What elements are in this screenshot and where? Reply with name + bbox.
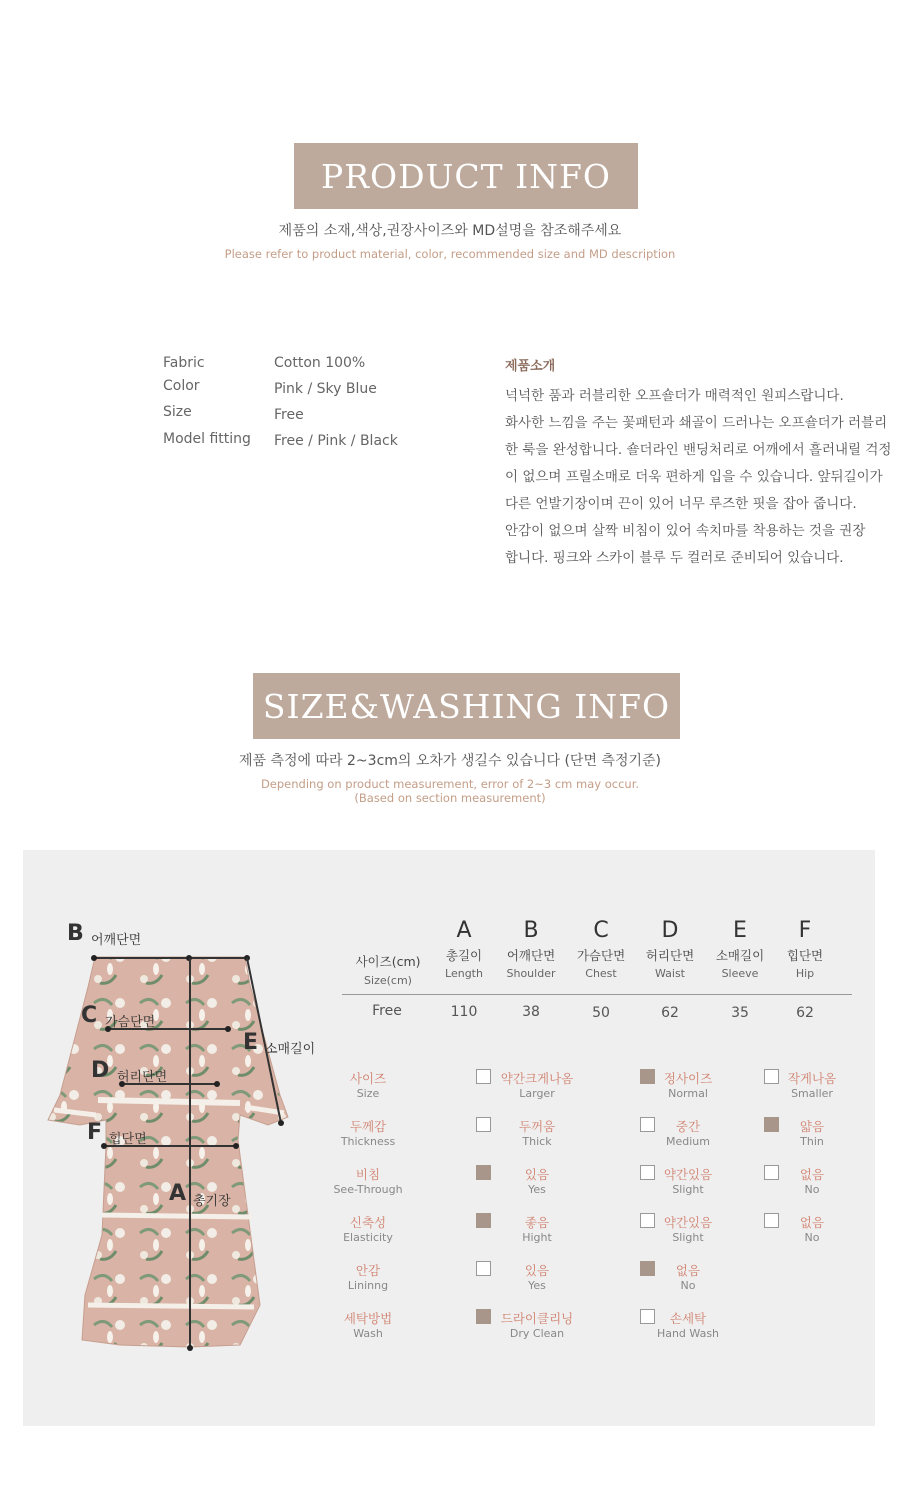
description-line: 합니다. 핑크와 스카이 블루 두 컬러로 준비되어 있습니다. bbox=[505, 550, 844, 566]
value-cell: 62 bbox=[661, 1005, 679, 1021]
column-en: Shoulder bbox=[506, 967, 556, 980]
option-en: Larger bbox=[519, 1087, 555, 1100]
option-kr: 약간있음 bbox=[663, 1167, 713, 1182]
measure-dot bbox=[214, 1081, 220, 1087]
attr-label-kr: 사이즈 bbox=[349, 1071, 387, 1086]
column-letter: E bbox=[733, 918, 747, 943]
spec-value: Cotton 100% bbox=[274, 355, 366, 371]
measure-dot bbox=[91, 955, 97, 961]
measure-dot bbox=[187, 1345, 193, 1351]
spec-label: Model fitting bbox=[163, 431, 251, 447]
value-cell: 62 bbox=[796, 1005, 814, 1021]
diagram-letter-d: D bbox=[91, 1058, 110, 1083]
spec-value: Free bbox=[274, 407, 304, 423]
option-larger bbox=[477, 1069, 597, 1100]
option-en: Smaller bbox=[791, 1087, 833, 1100]
option-elastic-high bbox=[477, 1213, 597, 1244]
column-kr: 총길이 bbox=[445, 948, 483, 963]
diagram-letter-e: E bbox=[243, 1030, 259, 1055]
attr-label-lining bbox=[328, 1261, 408, 1292]
column-kr: 가슴단면 bbox=[576, 948, 626, 963]
value-cell: 35 bbox=[731, 1005, 749, 1021]
option-kr: 정사이즈 bbox=[663, 1071, 713, 1086]
option-kr: 약간크게나옴 bbox=[500, 1071, 574, 1086]
diagram-letter-f: F bbox=[87, 1120, 103, 1145]
option-kr: 약간있음 bbox=[663, 1215, 713, 1230]
spec-label: Size bbox=[163, 404, 192, 420]
attr-label-kr: 두께감 bbox=[349, 1119, 387, 1134]
column-en: Length bbox=[445, 967, 483, 980]
table-divider bbox=[342, 994, 852, 995]
spec-value: Pink / Sky Blue bbox=[274, 381, 377, 397]
attr-label-en: See-Through bbox=[333, 1183, 403, 1196]
column-header-shoulder bbox=[491, 918, 571, 980]
measure-dot bbox=[225, 1026, 231, 1032]
column-en: Chest bbox=[585, 967, 617, 980]
attr-label-en: Size bbox=[356, 1087, 380, 1100]
column-letter: D bbox=[661, 918, 679, 943]
column-en: Hip bbox=[795, 967, 815, 980]
column-letter: A bbox=[456, 918, 472, 943]
option-elastic-no bbox=[752, 1213, 872, 1244]
option-kr: 드라이클리닝 bbox=[500, 1311, 574, 1326]
description-line: 화사한 느낌을 주는 꽃패턴과 쇄골이 드러나는 오프숄더가 러블리 bbox=[505, 415, 888, 431]
attr-label-thickness bbox=[328, 1117, 408, 1148]
attr-label-en: Thickness bbox=[340, 1135, 396, 1148]
option-kr: 작게나옴 bbox=[787, 1071, 837, 1086]
option-en: No bbox=[804, 1231, 820, 1244]
option-smaller bbox=[752, 1069, 872, 1100]
attr-label-en: Lininng bbox=[347, 1279, 389, 1292]
size-subtitle-en: Depending on product measurement, error of 2~3 cm may occur. bbox=[260, 777, 640, 791]
option-normal bbox=[628, 1069, 748, 1100]
option-en: Hand Wash bbox=[656, 1327, 720, 1340]
column-kr: 소매길이 bbox=[715, 948, 765, 963]
option-see-yes bbox=[477, 1165, 597, 1196]
option-see-slight bbox=[628, 1165, 748, 1196]
size-cell: Free bbox=[372, 1003, 402, 1019]
attr-label-en: Wash bbox=[353, 1327, 383, 1340]
description-line: 넉넉한 품과 러블리한 오프숄더가 매력적인 원피스랍니다. bbox=[505, 388, 844, 404]
option-kr: 좋음 bbox=[524, 1215, 550, 1230]
option-lining-no bbox=[628, 1261, 748, 1292]
option-en: Dry Clean bbox=[509, 1327, 565, 1340]
diagram-letter-b: B bbox=[67, 921, 84, 946]
diagram-label-length: 총기장 bbox=[193, 1194, 231, 1209]
attr-label-kr: 비침 bbox=[355, 1167, 381, 1182]
spec-label: Fabric bbox=[163, 355, 205, 371]
option-kr: 있음 bbox=[524, 1263, 550, 1278]
option-kr: 없음 bbox=[675, 1263, 701, 1278]
length-line bbox=[189, 958, 191, 1348]
diagram-label-hip: 힙단면 bbox=[109, 1132, 147, 1147]
description-title: 제품소개 bbox=[505, 359, 556, 374]
value-cell: 110 bbox=[450, 1004, 478, 1020]
option-kr: 없음 bbox=[799, 1215, 825, 1230]
product-subtitle-kr: 제품의 소재,색상,권장사이즈와 MD설명을 참조해주세요 bbox=[278, 223, 622, 239]
option-elastic-slight bbox=[628, 1213, 748, 1244]
description-line: 안감이 없으며 살짝 비침이 있어 속치마를 착용하는 것을 권장 bbox=[505, 523, 866, 539]
option-en: Slight bbox=[672, 1231, 704, 1244]
option-en: No bbox=[804, 1183, 820, 1196]
shoulder-line bbox=[94, 957, 249, 959]
column-header-hip bbox=[765, 918, 845, 980]
attr-label-size bbox=[328, 1069, 408, 1100]
option-kr: 손세탁 bbox=[669, 1311, 707, 1326]
attr-label-wash bbox=[328, 1309, 408, 1340]
option-see-no bbox=[752, 1165, 872, 1196]
size-subtitle-en: (Based on section measurement) bbox=[354, 791, 546, 805]
column-kr: 어깨단면 bbox=[506, 948, 556, 963]
option-kr: 중간 bbox=[675, 1119, 701, 1134]
option-lining-yes bbox=[477, 1261, 597, 1292]
option-dry-clean bbox=[477, 1309, 597, 1340]
attr-label-kr: 안감 bbox=[355, 1263, 381, 1278]
size-header bbox=[345, 952, 431, 987]
option-en: Normal bbox=[668, 1087, 708, 1100]
option-kr: 없음 bbox=[799, 1167, 825, 1182]
option-en: Thick bbox=[522, 1135, 552, 1148]
attr-label-elasticity bbox=[328, 1213, 408, 1244]
spec-value: Free / Pink / Black bbox=[274, 433, 398, 449]
size-header-kr: 사이즈(cm) bbox=[355, 954, 421, 969]
column-header-waist bbox=[630, 918, 710, 980]
diagram-label-chest: 가슴단면 bbox=[105, 1015, 156, 1030]
column-header-chest bbox=[561, 918, 641, 980]
column-letter: B bbox=[523, 918, 539, 943]
measure-dot bbox=[233, 1143, 239, 1149]
column-letter: F bbox=[798, 918, 812, 943]
spec-label: Color bbox=[163, 378, 200, 394]
option-kr: 있음 bbox=[524, 1167, 550, 1182]
option-kr: 두꺼움 bbox=[518, 1119, 556, 1134]
diagram-label-shoulder: 어깨단면 bbox=[91, 933, 142, 948]
attr-label-kr: 세탁방법 bbox=[343, 1311, 393, 1326]
product-info-banner: PRODUCT INFO bbox=[294, 143, 638, 209]
option-en: Slight bbox=[672, 1183, 704, 1196]
column-en: Sleeve bbox=[721, 967, 759, 980]
product-subtitle-en: Please refer to product material, color, recommended size and MD description bbox=[224, 247, 676, 261]
option-en: Medium bbox=[666, 1135, 710, 1148]
column-en: Waist bbox=[654, 967, 685, 980]
option-en: Hight bbox=[522, 1231, 552, 1244]
attr-label-see-through bbox=[328, 1165, 408, 1196]
option-en: No bbox=[680, 1279, 696, 1292]
option-en: Thin bbox=[800, 1135, 824, 1148]
option-en: Yes bbox=[528, 1279, 546, 1292]
column-letter: C bbox=[593, 918, 609, 943]
diagram-label-sleeve: 소매길이 bbox=[265, 1042, 316, 1057]
value-cell: 38 bbox=[522, 1004, 540, 1020]
column-kr: 허리단면 bbox=[645, 948, 695, 963]
diagram-label-waist: 허리단면 bbox=[117, 1070, 168, 1085]
option-en: Yes bbox=[528, 1183, 546, 1196]
size-header-en: Size(cm) bbox=[364, 974, 412, 987]
diagram-letter-c: C bbox=[81, 1003, 98, 1028]
option-medium bbox=[628, 1117, 748, 1148]
description-line: 이 없으며 프릴소매로 더욱 편하게 입을 수 있습니다. 앞뒤길이가 bbox=[505, 469, 883, 485]
diagram-letter-a: A bbox=[169, 1181, 187, 1206]
value-cell: 50 bbox=[592, 1005, 610, 1021]
option-hand-wash bbox=[628, 1309, 748, 1340]
attr-label-kr: 신축성 bbox=[349, 1215, 387, 1230]
option-kr: 얇음 bbox=[799, 1119, 825, 1134]
description-line: 다른 언발기장이며 끈이 있어 너무 루즈한 핏을 잡아 줍니다. bbox=[505, 496, 857, 512]
option-thick bbox=[477, 1117, 597, 1148]
option-thin bbox=[752, 1117, 872, 1148]
column-kr: 힙단면 bbox=[786, 948, 824, 963]
description-line: 한 룩을 완성합니다. 숄더라인 밴딩처리로 어깨에서 흘러내릴 걱정 bbox=[505, 442, 892, 458]
size-subtitle-kr: 제품 측정에 따라 2~3cm의 오차가 생길수 있습니다 (단면 측정기준) bbox=[239, 753, 661, 769]
size-washing-banner: SIZE&WASHING INFO bbox=[253, 673, 680, 739]
attr-label-en: Elasticity bbox=[343, 1231, 393, 1244]
